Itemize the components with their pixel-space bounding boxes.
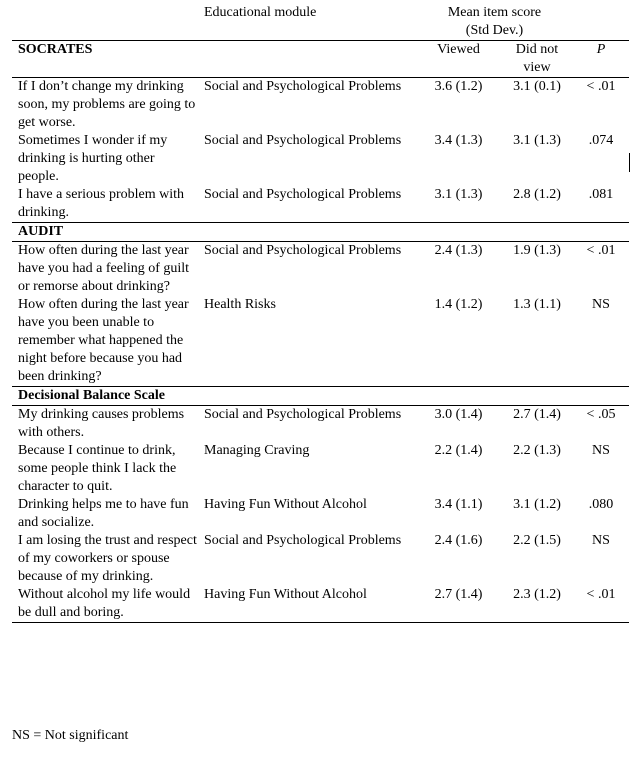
module-text: Social and Psychological Problems: [204, 533, 402, 548]
viewed-score: 2.2 (1.4): [434, 443, 483, 458]
not-viewed-score: 2.2 (1.3): [513, 443, 561, 458]
table-row: [12, 442, 629, 496]
item-text: How often during the last year have you had a feeling of guilt or remorse about drinking?: [12, 242, 198, 297]
margin-mark: [629, 153, 630, 172]
not-viewed-score: 2.2 (1.5): [513, 533, 561, 548]
viewed-score: 3.0 (1.4): [416, 406, 501, 443]
section-row-socrates: [12, 41, 629, 78]
viewed-score: 1.4 (1.2): [434, 297, 483, 312]
header-p: P: [573, 41, 629, 78]
table-row: [12, 532, 629, 586]
item-text: Without alcohol my life would be dull and boring.: [12, 586, 198, 623]
table-row: [12, 186, 629, 223]
not-viewed-score: 1.9 (1.3): [501, 242, 573, 297]
viewed-score: 2.4 (1.6): [434, 533, 483, 548]
table-row: [12, 242, 629, 297]
module-text: Social and Psychological Problems: [204, 187, 402, 202]
p-value: NS: [592, 443, 610, 458]
item-text: I am losing the trust and respect of my coworkers or spouse because of my drinking.: [18, 533, 197, 584]
header-not-viewed-line1: Did not: [515, 42, 559, 57]
item-text: Sometimes I wonder if my drinking is hurting other people.: [18, 133, 168, 184]
item-text: Because I continue to drink, some people think I lack the character to quit.: [18, 443, 177, 494]
p-value: .080: [588, 497, 614, 512]
not-viewed-score: 3.1 (1.3): [513, 133, 561, 148]
footnote: NS = Not significant: [12, 728, 129, 743]
viewed-score: 3.4 (1.1): [434, 497, 483, 512]
viewed-score: 3.4 (1.3): [434, 133, 483, 148]
header-viewed: Viewed: [416, 41, 501, 78]
viewed-score: 3.6 (1.2): [416, 78, 501, 133]
not-viewed-score: 2.8 (1.2): [513, 187, 561, 202]
header-mean-line1: Mean item score: [447, 5, 542, 20]
section-title: SOCRATES: [12, 41, 198, 78]
item-text: My drinking causes problems with others.: [12, 406, 198, 443]
module-text: Managing Craving: [204, 443, 310, 458]
section-row-audit: [12, 223, 629, 242]
module-text: Social and Psychological Problems: [198, 242, 416, 297]
section-title: Decisional Balance Scale: [12, 387, 629, 406]
results-table: [12, 4, 629, 623]
p-value: NS: [592, 297, 610, 312]
table-row: [12, 78, 629, 133]
not-viewed-score: 3.1 (0.1): [501, 78, 573, 133]
section-row-decisional-balance: [12, 387, 629, 406]
p-value: NS: [592, 533, 610, 548]
module-text: Social and Psychological Problems: [204, 133, 402, 148]
table-row: [12, 496, 629, 532]
header-module: Educational module: [204, 5, 317, 20]
table-row: [12, 406, 629, 443]
p-value: .081: [588, 187, 614, 202]
viewed-score: 2.4 (1.3): [416, 242, 501, 297]
not-viewed-score: 1.3 (1.1): [513, 297, 561, 312]
viewed-score: 3.1 (1.3): [434, 187, 483, 202]
table-row: [12, 296, 629, 387]
table-row: [12, 132, 629, 186]
item-text: How often during the last year have you been unable to remember what happened the night before because you had been drinking?: [18, 297, 189, 384]
header-row: [12, 4, 629, 41]
viewed-score: 2.7 (1.4): [416, 586, 501, 623]
header-not-viewed: [501, 41, 573, 78]
header-not-viewed-line2: view: [523, 60, 551, 75]
item-text: Drinking helps me to have fun and socialize.: [18, 497, 189, 530]
module-text: Having Fun Without Alcohol: [198, 586, 416, 623]
section-title: AUDIT: [12, 223, 629, 242]
item-text: If I don’t change my drinking soon, my problems are going to get worse.: [12, 78, 198, 133]
not-viewed-score: 3.1 (1.2): [513, 497, 561, 512]
not-viewed-score: 2.7 (1.4): [501, 406, 573, 443]
p-value: < .01: [573, 242, 629, 297]
module-text: Having Fun Without Alcohol: [204, 497, 367, 512]
p-value: < .01: [573, 78, 629, 133]
not-viewed-score: 2.3 (1.2): [501, 586, 573, 623]
item-text: I have a serious problem with drinking.: [18, 187, 185, 220]
p-value: < .01: [573, 586, 629, 623]
table-row: [12, 586, 629, 623]
header-mean-line2: (Std Dev.): [465, 23, 524, 38]
module-text: Social and Psychological Problems: [198, 78, 416, 133]
module-text: Health Risks: [204, 297, 276, 312]
header-mean: [416, 4, 573, 41]
module-text: Social and Psychological Problems: [198, 406, 416, 443]
p-value: .074: [588, 133, 614, 148]
p-value: < .05: [573, 406, 629, 443]
